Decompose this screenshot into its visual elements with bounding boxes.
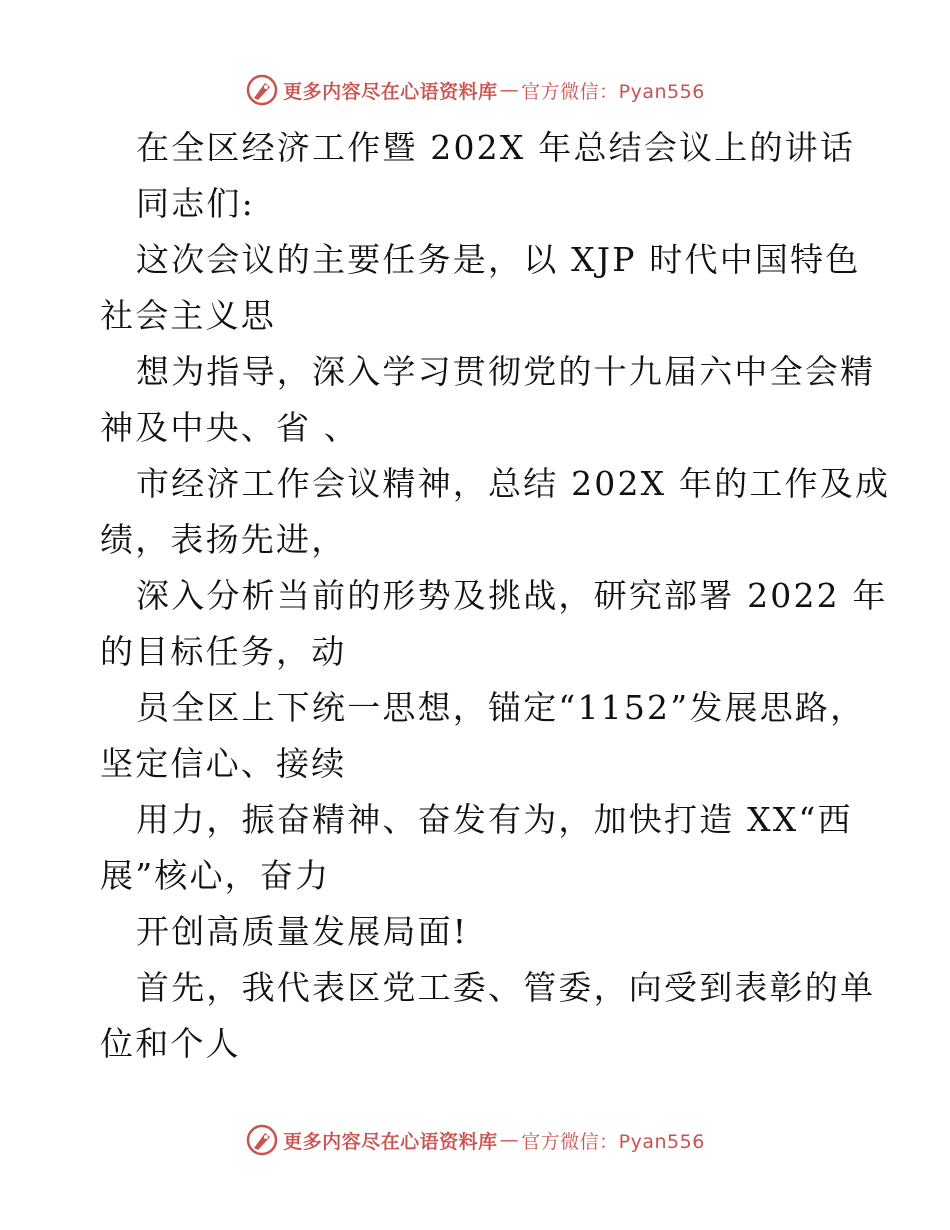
pen-nib-logo-icon <box>245 1123 279 1157</box>
paragraph-line: 开创高质量发展局面! <box>136 912 469 951</box>
paragraph-line: 绩，表扬先进， <box>100 520 347 559</box>
watermark-site-text: 更多内容尽在心语资料库 <box>283 80 498 103</box>
pen-nib-logo-icon <box>245 73 279 107</box>
watermark-site-text: 更多内容尽在心语资料库 <box>283 1130 498 1153</box>
paragraph-line: 员全区上下统一思想，锚定“1152”发展思路， <box>136 688 866 727</box>
paragraph-line: 想为指导，深入学习贯彻党的十九届六中全会精 <box>136 352 876 391</box>
watermark-wechat-text: 官方微信：Pyan556 <box>521 80 705 103</box>
paragraph-line: 坚定信心、接续 <box>100 744 347 783</box>
watermark-separator: — <box>499 1129 520 1151</box>
footer-watermark <box>0 1120 950 1160</box>
watermark-separator: — <box>499 79 520 101</box>
paragraph-line: 社会主义思 <box>100 296 276 335</box>
document-body <box>100 120 891 1072</box>
watermark-wechat-text: 官方微信：Pyan556 <box>521 1130 705 1153</box>
paragraph-line: 首先，我代表区党工委、管委，向受到表彰的单 <box>136 968 876 1007</box>
paragraph-line: 展”核心，奋力 <box>100 856 331 895</box>
document-title: 在全区经济工作暨 202X 年总结会议上的讲话 <box>136 128 856 167</box>
paragraph-line: 深入分析当前的形势及挑战，研究部署 2022 年 <box>136 576 888 615</box>
header-watermark <box>0 70 950 110</box>
paragraph-line: 市经济工作会议精神，总结 202X 年的工作及成 <box>136 464 891 503</box>
paragraph-line: 的目标任务，动 <box>100 632 347 671</box>
paragraph-line: 用力，振奋精神、奋发有为，加快打造 XX“西 <box>136 800 853 839</box>
paragraph-line: 这次会议的主要任务是，以 XJP 时代中国特色 <box>136 240 861 279</box>
paragraph-line: 位和个人 <box>100 1024 241 1063</box>
paragraph-line: 神及中央、省 、 <box>100 408 360 447</box>
salutation: 同志们: <box>136 184 255 223</box>
